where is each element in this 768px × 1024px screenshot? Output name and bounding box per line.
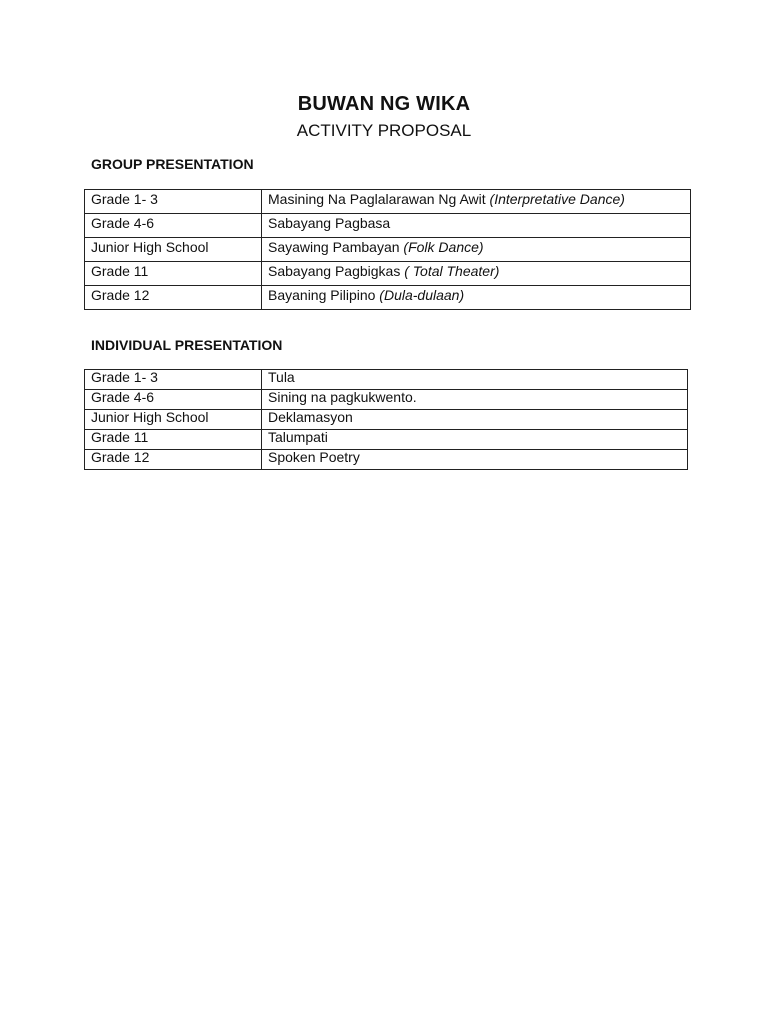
grade-cell: Grade 12 [85, 286, 262, 310]
individual-presentation-table [84, 369, 688, 470]
table-row [85, 190, 691, 214]
activity-note: (Dula-dulaan) [379, 287, 465, 303]
table-row [85, 262, 691, 286]
grade-cell: Grade 11 [85, 262, 262, 286]
activity-note: (Folk Dance) [403, 239, 484, 255]
group-presentation-table [84, 189, 691, 310]
grade-cell: Grade 11 [85, 430, 262, 450]
document-title: BUWAN NG WIKA [297, 93, 471, 115]
activity-cell: Sining na pagkukwento. [262, 390, 688, 410]
activity-name: Sayawing Pambayan [268, 239, 400, 255]
document-subtitle: ACTIVITY PROPOSAL [296, 121, 472, 140]
table-row [85, 286, 691, 310]
table-row [85, 214, 691, 238]
grade-cell: Junior High School [85, 410, 262, 430]
grade-cell: Grade 1- 3 [85, 370, 262, 390]
activity-name: Sabayang Pagbasa [268, 215, 391, 231]
activity-cell [262, 190, 691, 214]
table-row [85, 238, 691, 262]
activity-cell: Tula [262, 370, 688, 390]
individual-presentation-heading: INDIVIDUAL PRESENTATION [91, 337, 283, 353]
activity-cell [262, 286, 691, 310]
group-presentation-heading: GROUP PRESENTATION [91, 156, 254, 172]
grade-cell: Grade 1- 3 [85, 190, 262, 214]
activity-cell [262, 214, 691, 238]
activity-note: (Interpretative Dance) [489, 191, 625, 207]
grade-cell: Grade 12 [85, 450, 262, 470]
activity-cell [262, 238, 691, 262]
activity-cell: Deklamasyon [262, 410, 688, 430]
grade-cell: Junior High School [85, 238, 262, 262]
table-row [85, 370, 688, 390]
grade-cell: Grade 4-6 [85, 214, 262, 238]
activity-name: Sabayang Pagbigkas [268, 263, 401, 279]
activity-name: Bayaning Pilipino [268, 287, 376, 303]
activity-cell: Talumpati [262, 430, 688, 450]
activity-name: Masining Na Paglalarawan Ng Awit [268, 191, 486, 207]
activity-cell: Spoken Poetry [262, 450, 688, 470]
table-row [85, 410, 688, 430]
activity-cell [262, 262, 691, 286]
grade-cell: Grade 4-6 [85, 390, 262, 410]
table-row [85, 450, 688, 470]
table-row [85, 390, 688, 410]
table-row [85, 430, 688, 450]
activity-note: ( Total Theater) [404, 263, 500, 279]
